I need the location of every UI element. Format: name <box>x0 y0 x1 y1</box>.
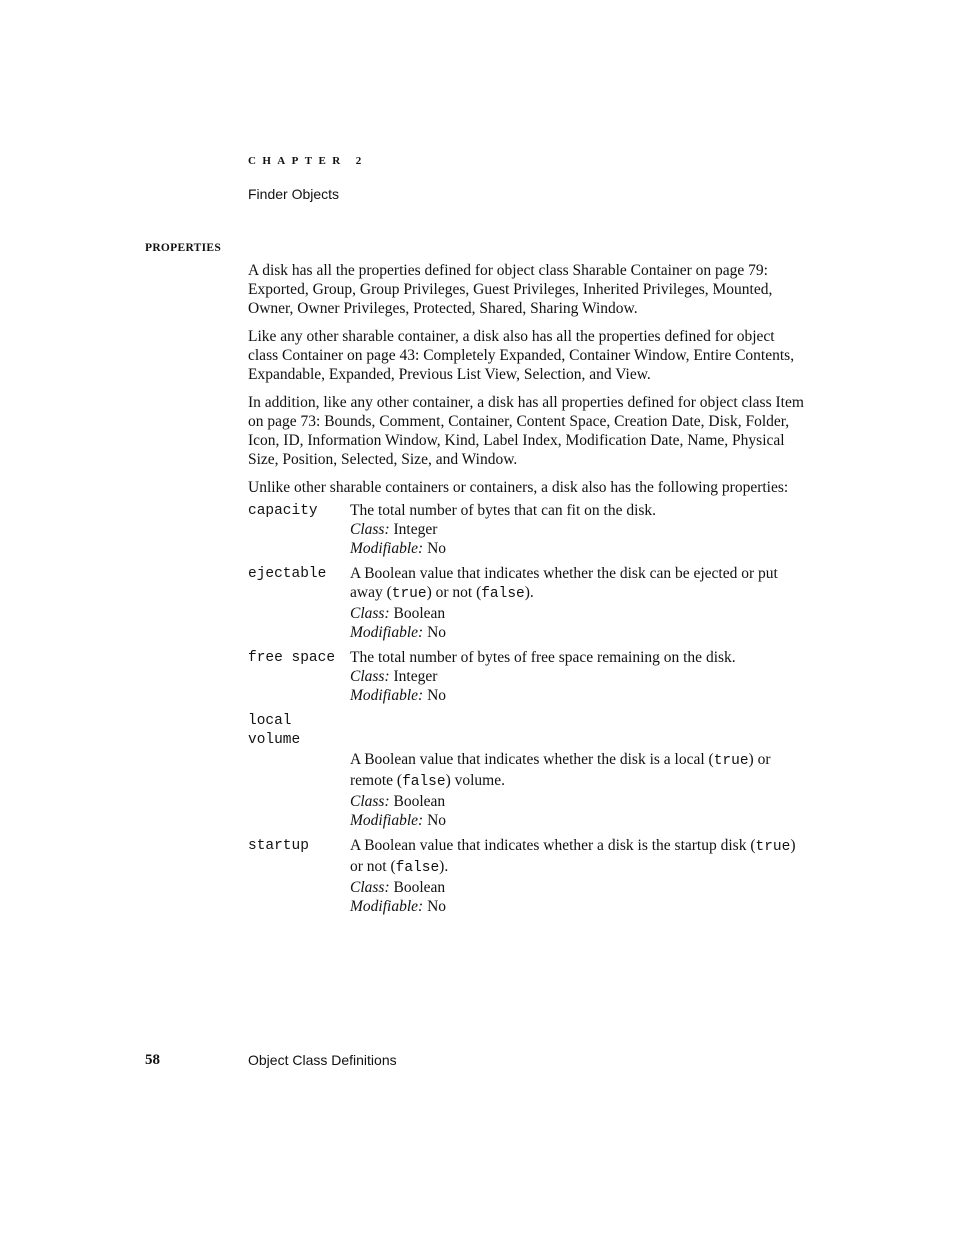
description-part: ) or not ( <box>350 837 796 875</box>
paragraph: A disk has all the properties defined for object class Sharable Container on page 79: Exported, Group, Group Privileges, Guest Privileges, Inherited Privileges, Mounted, Owner, Owner Privileges, Protected, Shared, Sharing Window. <box>248 262 773 317</box>
modifiable-line <box>350 623 808 642</box>
code-false: false <box>481 586 525 602</box>
modifiable-value: No <box>427 898 447 915</box>
modifiable-value: No <box>427 540 447 557</box>
description-text: The total number of bytes of free space remaining on the disk. <box>350 649 736 666</box>
property-term: free space <box>248 650 336 666</box>
description-part: ) or not ( <box>426 584 482 601</box>
class-value: Boolean <box>393 793 446 810</box>
description-part: ). <box>439 858 449 875</box>
class-label: Class: <box>350 605 390 622</box>
modifiable-line <box>350 686 808 705</box>
code-true: true <box>755 839 791 855</box>
property-local-volume <box>248 711 808 830</box>
section-body <box>248 261 808 922</box>
modifiable-value: No <box>427 812 447 829</box>
description-part: A Boolean value that indicates whether the disk can be ejected or put away ( <box>350 565 778 601</box>
property-capacity <box>248 501 808 558</box>
code-true: true <box>713 753 749 769</box>
modifiable-value: No <box>427 624 447 641</box>
property-description <box>350 564 808 642</box>
modifiable-label: Modifiable: <box>350 687 424 704</box>
class-label: Class: <box>350 879 390 896</box>
class-value: Integer <box>393 521 438 538</box>
class-value: Integer <box>393 668 438 685</box>
property-term: ejectable <box>248 566 327 582</box>
property-startup <box>248 836 808 916</box>
modifiable-label: Modifiable: <box>350 812 424 829</box>
chapter-title: Finder Objects <box>248 186 340 202</box>
property-description <box>350 750 808 830</box>
property-list <box>248 501 808 916</box>
modifiable-line <box>350 539 808 558</box>
property-free-space <box>248 648 808 705</box>
paragraph: Like any other sharable container, a disk also has all the properties defined for object class Container on page 43: Completely Expanded, Container Window, Entire Contents, Expandable, Expanded, Previous List View, Selection, and View. <box>248 328 795 383</box>
modifiable-label: Modifiable: <box>350 540 424 557</box>
class-line <box>350 667 808 686</box>
modifiable-line <box>350 897 808 916</box>
paragraph: Unlike other sharable containers or containers, a disk also has the following properties: <box>248 479 789 496</box>
class-line <box>350 792 808 811</box>
description-part: ). <box>524 584 534 601</box>
code-false: false <box>395 860 440 876</box>
class-label: Class: <box>350 521 390 538</box>
description-part: A Boolean value that indicates whether the disk is a local ( <box>350 751 714 768</box>
property-term: local volume <box>248 713 301 748</box>
footer-title: Object Class Definitions <box>248 1052 397 1068</box>
modifiable-value: No <box>427 687 447 704</box>
description-text <box>350 750 808 792</box>
description-part: ) or remote ( <box>350 751 771 789</box>
property-description <box>350 836 808 916</box>
property-term: startup <box>248 838 309 854</box>
class-value: Boolean <box>393 605 446 622</box>
class-line <box>350 878 808 897</box>
property-description <box>350 501 808 558</box>
property-description <box>350 648 808 705</box>
code-true: true <box>391 586 427 602</box>
modifiable-line <box>350 811 808 830</box>
description-part: A Boolean value that indicates whether a disk is the startup disk ( <box>350 837 756 854</box>
description-text <box>350 836 808 878</box>
modifiable-label: Modifiable: <box>350 624 424 641</box>
modifiable-label: Modifiable: <box>350 898 424 915</box>
class-line <box>350 520 808 539</box>
description-text: The total number of bytes that can fit on the disk. <box>350 502 657 519</box>
description-part: ) volume. <box>445 772 505 789</box>
page-number: 58 <box>145 1052 160 1068</box>
paragraph: In addition, like any other container, a disk has all properties defined for object class Item on page 73: Bounds, Comment, Container, Content Space, Creation Date, Disk, Folder, Icon, ID, Information Window, Kind, Label Index, Modification Date, Name, Physical Size, Position, Selected, Size, and Window. <box>248 394 804 468</box>
property-ejectable <box>248 564 808 642</box>
class-line <box>350 604 808 623</box>
description-text <box>350 564 808 604</box>
class-label: Class: <box>350 793 390 810</box>
class-label: Class: <box>350 668 390 685</box>
section-heading: PROPERTIES <box>145 242 222 254</box>
class-value: Boolean <box>393 879 446 896</box>
code-false: false <box>402 774 446 790</box>
property-term: capacity <box>248 503 318 519</box>
chapter-label: CHAPTER 2 <box>248 155 368 167</box>
